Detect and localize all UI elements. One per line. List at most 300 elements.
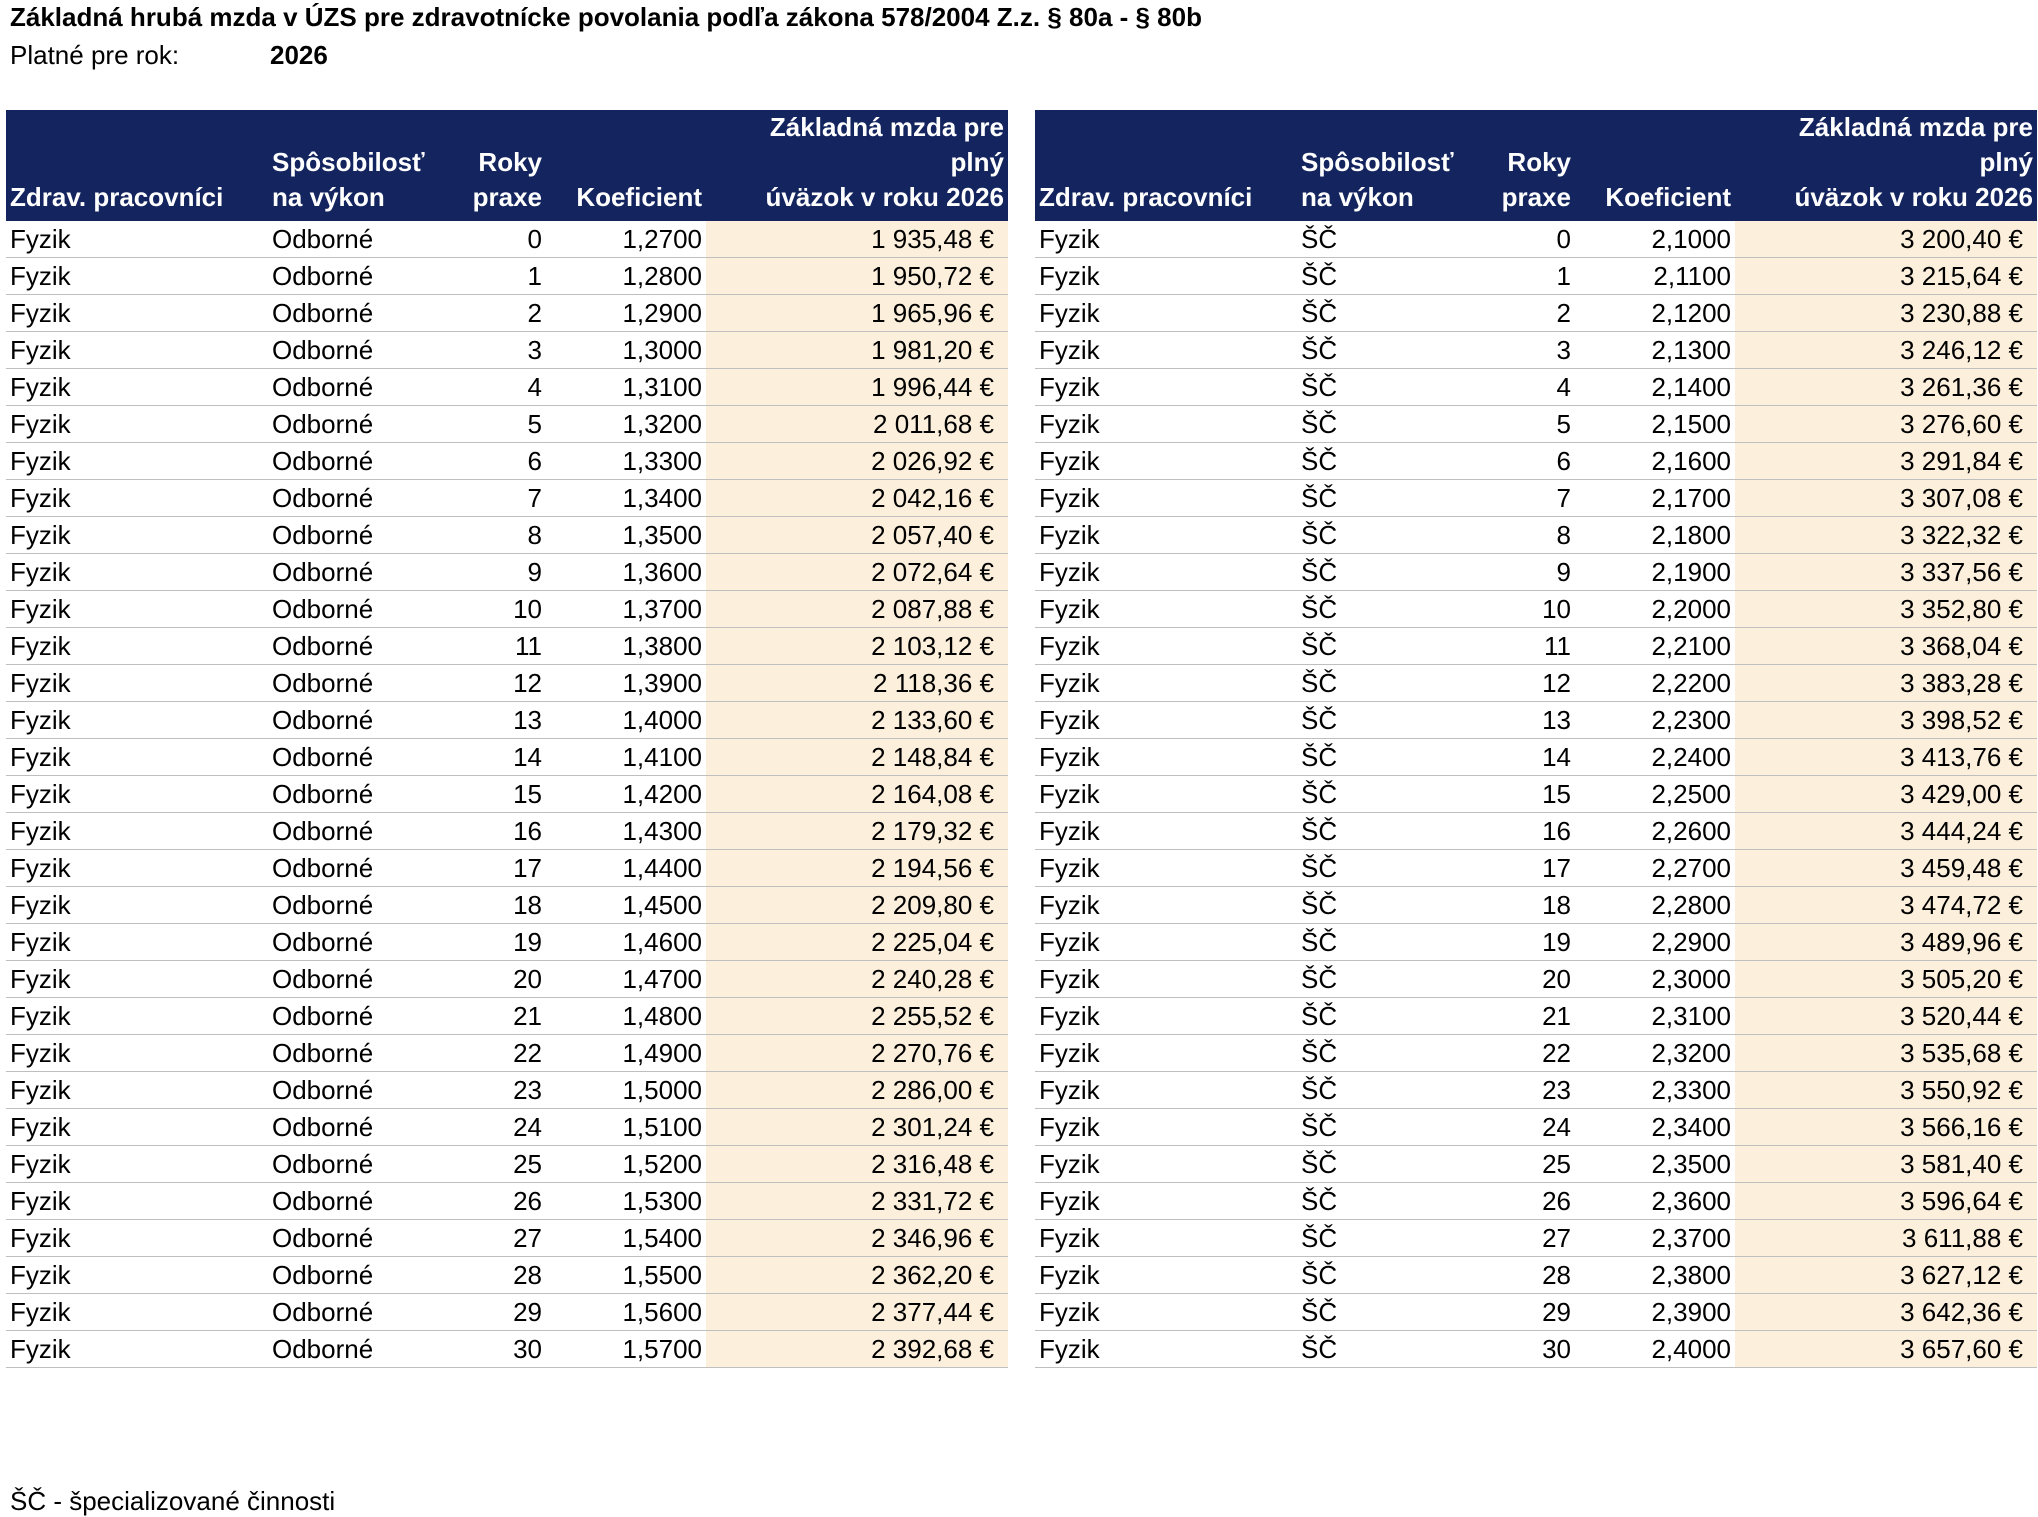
cell-salary: 2 103,12 € [706, 628, 1008, 665]
table-row [1035, 1294, 2037, 1331]
table-row [6, 961, 1008, 998]
cell-coefficient: 2,1400 [1575, 369, 1735, 406]
cell-coefficient: 1,4800 [546, 998, 706, 1035]
cell-years: 18 [456, 887, 546, 924]
cell-competence: Odborné [268, 887, 456, 924]
cell-years: 21 [1485, 998, 1575, 1035]
cell-worker: Fyzik [6, 1220, 268, 1257]
cell-salary: 2 057,40 € [706, 517, 1008, 554]
cell-years: 25 [1485, 1146, 1575, 1183]
column-header-competence: Spôsobilosť na výkon [1297, 110, 1485, 221]
cell-coefficient: 2,2900 [1575, 924, 1735, 961]
cell-years: 17 [456, 850, 546, 887]
cell-competence: ŠČ [1297, 295, 1485, 332]
cell-years: 23 [1485, 1072, 1575, 1109]
cell-coefficient: 1,4100 [546, 739, 706, 776]
table-row [6, 1257, 1008, 1294]
cell-worker: Fyzik [1035, 776, 1297, 813]
cell-competence: Odborné [268, 591, 456, 628]
cell-years: 14 [456, 739, 546, 776]
cell-competence: Odborné [268, 924, 456, 961]
cell-salary: 3 566,16 € [1735, 1109, 2037, 1146]
cell-coefficient: 1,3600 [546, 554, 706, 591]
table-row [6, 702, 1008, 739]
cell-years: 0 [456, 221, 546, 258]
cell-coefficient: 1,4000 [546, 702, 706, 739]
cell-competence: ŠČ [1297, 961, 1485, 998]
cell-coefficient: 2,2300 [1575, 702, 1735, 739]
table-row [6, 295, 1008, 332]
cell-competence: Odborné [268, 480, 456, 517]
cell-worker: Fyzik [1035, 1146, 1297, 1183]
cell-worker: Fyzik [6, 1035, 268, 1072]
table-header-row [6, 110, 1008, 221]
cell-worker: Fyzik [6, 1257, 268, 1294]
cell-salary: 3 627,12 € [1735, 1257, 2037, 1294]
cell-coefficient: 2,1600 [1575, 443, 1735, 480]
cell-years: 9 [456, 554, 546, 591]
column-header-worker: Zdrav. pracovníci [1035, 110, 1297, 221]
cell-worker: Fyzik [6, 517, 268, 554]
cell-years: 29 [1485, 1294, 1575, 1331]
cell-salary: 2 362,20 € [706, 1257, 1008, 1294]
cell-years: 8 [456, 517, 546, 554]
table-row [6, 776, 1008, 813]
cell-years: 15 [1485, 776, 1575, 813]
cell-years: 3 [1485, 332, 1575, 369]
table-row [1035, 332, 2037, 369]
salary-table-odborne [6, 110, 1008, 1368]
table-row [1035, 665, 2037, 702]
cell-competence: ŠČ [1297, 554, 1485, 591]
cell-salary: 2 164,08 € [706, 776, 1008, 813]
footnote: ŠČ - špecializované činnosti [10, 1486, 336, 1516]
table-row [1035, 443, 2037, 480]
table-row [1035, 221, 2037, 258]
cell-coefficient: 1,3000 [546, 332, 706, 369]
cell-salary: 2 270,76 € [706, 1035, 1008, 1072]
cell-salary: 1 935,48 € [706, 221, 1008, 258]
table-row [1035, 517, 2037, 554]
cell-salary: 3 383,28 € [1735, 665, 2037, 702]
cell-worker: Fyzik [6, 221, 268, 258]
column-header-worker: Zdrav. pracovníci [6, 110, 268, 221]
cell-salary: 2 118,36 € [706, 665, 1008, 702]
cell-years: 8 [1485, 517, 1575, 554]
cell-worker: Fyzik [6, 813, 268, 850]
cell-coefficient: 2,2000 [1575, 591, 1735, 628]
cell-competence: Odborné [268, 258, 456, 295]
column-header-competence: Spôsobilosť na výkon [268, 110, 456, 221]
cell-worker: Fyzik [6, 480, 268, 517]
table-row [6, 1072, 1008, 1109]
table-row [1035, 739, 2037, 776]
table-row [1035, 1257, 2037, 1294]
cell-coefficient: 1,3100 [546, 369, 706, 406]
cell-competence: Odborné [268, 1035, 456, 1072]
cell-coefficient: 2,1700 [1575, 480, 1735, 517]
cell-salary: 2 240,28 € [706, 961, 1008, 998]
cell-competence: ŠČ [1297, 1294, 1485, 1331]
cell-worker: Fyzik [6, 665, 268, 702]
cell-years: 24 [1485, 1109, 1575, 1146]
cell-competence: ŠČ [1297, 1183, 1485, 1220]
cell-worker: Fyzik [1035, 443, 1297, 480]
cell-salary: 1 996,44 € [706, 369, 1008, 406]
cell-salary: 2 209,80 € [706, 887, 1008, 924]
cell-coefficient: 2,3500 [1575, 1146, 1735, 1183]
cell-coefficient: 1,3500 [546, 517, 706, 554]
cell-coefficient: 1,4300 [546, 813, 706, 850]
cell-salary: 3 337,56 € [1735, 554, 2037, 591]
table-row [6, 924, 1008, 961]
cell-years: 27 [1485, 1220, 1575, 1257]
table-row [1035, 258, 2037, 295]
table-row [6, 1146, 1008, 1183]
cell-competence: ŠČ [1297, 443, 1485, 480]
cell-competence: ŠČ [1297, 1331, 1485, 1368]
table-body [6, 221, 1008, 1368]
cell-competence: ŠČ [1297, 887, 1485, 924]
cell-salary: 3 535,68 € [1735, 1035, 2037, 1072]
cell-worker: Fyzik [1035, 1183, 1297, 1220]
year-value: 2026 [270, 40, 328, 70]
cell-worker: Fyzik [1035, 517, 1297, 554]
cell-years: 22 [1485, 1035, 1575, 1072]
table-row [6, 628, 1008, 665]
cell-salary: 3 215,64 € [1735, 258, 2037, 295]
column-header-salary: Základná mzda pre plný úväzok v roku 2026 [706, 110, 1008, 221]
cell-salary: 2 346,96 € [706, 1220, 1008, 1257]
cell-worker: Fyzik [1035, 998, 1297, 1035]
salary-table-sc [1035, 110, 2037, 1368]
cell-competence: Odborné [268, 406, 456, 443]
cell-coefficient: 2,2800 [1575, 887, 1735, 924]
cell-years: 23 [456, 1072, 546, 1109]
cell-worker: Fyzik [6, 1109, 268, 1146]
cell-salary: 1 981,20 € [706, 332, 1008, 369]
table-row [6, 739, 1008, 776]
cell-salary: 2 072,64 € [706, 554, 1008, 591]
cell-coefficient: 2,2700 [1575, 850, 1735, 887]
cell-years: 1 [1485, 258, 1575, 295]
cell-coefficient: 1,4400 [546, 850, 706, 887]
cell-years: 29 [456, 1294, 546, 1331]
cell-salary: 2 133,60 € [706, 702, 1008, 739]
cell-worker: Fyzik [6, 258, 268, 295]
cell-competence: ŠČ [1297, 702, 1485, 739]
cell-salary: 2 179,32 € [706, 813, 1008, 850]
cell-coefficient: 2,1900 [1575, 554, 1735, 591]
table-row [1035, 702, 2037, 739]
cell-coefficient: 2,2200 [1575, 665, 1735, 702]
cell-coefficient: 1,2800 [546, 258, 706, 295]
cell-worker: Fyzik [1035, 406, 1297, 443]
cell-competence: ŠČ [1297, 813, 1485, 850]
year-label: Platné pre rok: [10, 40, 180, 70]
cell-years: 26 [456, 1183, 546, 1220]
cell-competence: Odborné [268, 813, 456, 850]
cell-years: 11 [456, 628, 546, 665]
cell-years: 21 [456, 998, 546, 1035]
cell-competence: Odborné [268, 517, 456, 554]
cell-competence: ŠČ [1297, 591, 1485, 628]
cell-worker: Fyzik [1035, 702, 1297, 739]
table-row [6, 1294, 1008, 1331]
table-row [1035, 1331, 2037, 1368]
cell-worker: Fyzik [6, 591, 268, 628]
cell-coefficient: 2,3600 [1575, 1183, 1735, 1220]
cell-coefficient: 2,2500 [1575, 776, 1735, 813]
cell-salary: 2 087,88 € [706, 591, 1008, 628]
cell-salary: 1 950,72 € [706, 258, 1008, 295]
cell-worker: Fyzik [6, 295, 268, 332]
table-row [6, 665, 1008, 702]
cell-competence: Odborné [268, 1220, 456, 1257]
cell-years: 3 [456, 332, 546, 369]
table-row [1035, 406, 2037, 443]
cell-years: 26 [1485, 1183, 1575, 1220]
cell-competence: Odborné [268, 1072, 456, 1109]
cell-salary: 3 474,72 € [1735, 887, 2037, 924]
cell-competence: Odborné [268, 369, 456, 406]
cell-coefficient: 1,3400 [546, 480, 706, 517]
cell-worker: Fyzik [1035, 295, 1297, 332]
cell-years: 19 [456, 924, 546, 961]
cell-salary: 3 642,36 € [1735, 1294, 2037, 1331]
cell-years: 30 [1485, 1331, 1575, 1368]
table-row [1035, 887, 2037, 924]
cell-coefficient: 1,5100 [546, 1109, 706, 1146]
table-row [6, 1035, 1008, 1072]
table-row [1035, 1146, 2037, 1183]
cell-coefficient: 2,3300 [1575, 1072, 1735, 1109]
cell-worker: Fyzik [1035, 480, 1297, 517]
cell-years: 30 [456, 1331, 546, 1368]
table-header-row [1035, 110, 2037, 221]
cell-salary: 3 581,40 € [1735, 1146, 2037, 1183]
cell-competence: Odborné [268, 776, 456, 813]
table-row [6, 332, 1008, 369]
table-row [1035, 1109, 2037, 1146]
cell-competence: ŠČ [1297, 258, 1485, 295]
cell-years: 11 [1485, 628, 1575, 665]
cell-competence: Odborné [268, 850, 456, 887]
column-header-years: Roky praxe [456, 110, 546, 221]
cell-years: 10 [456, 591, 546, 628]
cell-salary: 2 377,44 € [706, 1294, 1008, 1331]
cell-worker: Fyzik [1035, 369, 1297, 406]
table-row [6, 480, 1008, 517]
cell-worker: Fyzik [6, 1294, 268, 1331]
cell-competence: Odborné [268, 221, 456, 258]
cell-worker: Fyzik [6, 776, 268, 813]
cell-salary: 3 246,12 € [1735, 332, 2037, 369]
cell-worker: Fyzik [1035, 258, 1297, 295]
table-row [1035, 369, 2037, 406]
cell-competence: ŠČ [1297, 369, 1485, 406]
table-row [6, 887, 1008, 924]
table-row [1035, 776, 2037, 813]
cell-coefficient: 1,4600 [546, 924, 706, 961]
table-row [6, 221, 1008, 258]
cell-coefficient: 2,1300 [1575, 332, 1735, 369]
cell-worker: Fyzik [1035, 332, 1297, 369]
cell-salary: 3 489,96 € [1735, 924, 2037, 961]
cell-competence: ŠČ [1297, 406, 1485, 443]
cell-worker: Fyzik [6, 739, 268, 776]
cell-worker: Fyzik [6, 924, 268, 961]
cell-years: 16 [1485, 813, 1575, 850]
cell-years: 20 [1485, 961, 1575, 998]
cell-years: 5 [456, 406, 546, 443]
cell-years: 15 [456, 776, 546, 813]
table-row [1035, 961, 2037, 998]
cell-coefficient: 2,3100 [1575, 998, 1735, 1035]
cell-salary: 3 200,40 € [1735, 221, 2037, 258]
cell-competence: ŠČ [1297, 924, 1485, 961]
table-row [1035, 813, 2037, 850]
cell-years: 2 [456, 295, 546, 332]
table-row [1035, 998, 2037, 1035]
table-body [1035, 221, 2037, 1368]
cell-salary: 2 316,48 € [706, 1146, 1008, 1183]
cell-coefficient: 1,3700 [546, 591, 706, 628]
cell-worker: Fyzik [6, 702, 268, 739]
cell-salary: 3 398,52 € [1735, 702, 2037, 739]
cell-salary: 3 291,84 € [1735, 443, 2037, 480]
cell-coefficient: 1,3200 [546, 406, 706, 443]
cell-worker: Fyzik [6, 369, 268, 406]
cell-worker: Fyzik [1035, 1331, 1297, 1368]
cell-worker: Fyzik [6, 332, 268, 369]
cell-salary: 2 194,56 € [706, 850, 1008, 887]
cell-salary: 2 042,16 € [706, 480, 1008, 517]
cell-worker: Fyzik [1035, 739, 1297, 776]
table-row [6, 406, 1008, 443]
cell-coefficient: 2,3800 [1575, 1257, 1735, 1294]
cell-years: 4 [456, 369, 546, 406]
cell-worker: Fyzik [1035, 961, 1297, 998]
cell-coefficient: 1,3900 [546, 665, 706, 702]
cell-salary: 3 276,60 € [1735, 406, 2037, 443]
cell-coefficient: 1,2700 [546, 221, 706, 258]
cell-competence: Odborné [268, 702, 456, 739]
cell-salary: 3 657,60 € [1735, 1331, 2037, 1368]
table-row [1035, 850, 2037, 887]
cell-competence: Odborné [268, 628, 456, 665]
table-row [6, 1183, 1008, 1220]
cell-coefficient: 2,1100 [1575, 258, 1735, 295]
cell-worker: Fyzik [1035, 1109, 1297, 1146]
cell-years: 7 [456, 480, 546, 517]
cell-years: 4 [1485, 369, 1575, 406]
cell-years: 5 [1485, 406, 1575, 443]
cell-salary: 2 255,52 € [706, 998, 1008, 1035]
cell-salary: 3 413,76 € [1735, 739, 2037, 776]
cell-competence: ŠČ [1297, 1146, 1485, 1183]
cell-salary: 2 011,68 € [706, 406, 1008, 443]
cell-worker: Fyzik [6, 850, 268, 887]
cell-salary: 3 611,88 € [1735, 1220, 2037, 1257]
cell-salary: 2 286,00 € [706, 1072, 1008, 1109]
cell-worker: Fyzik [1035, 221, 1297, 258]
cell-coefficient: 2,3200 [1575, 1035, 1735, 1072]
cell-competence: Odborné [268, 998, 456, 1035]
cell-coefficient: 2,3700 [1575, 1220, 1735, 1257]
table-row [1035, 924, 2037, 961]
cell-coefficient: 2,1500 [1575, 406, 1735, 443]
cell-worker: Fyzik [1035, 850, 1297, 887]
page-title: Základná hrubá mzda v ÚZS pre zdravotnícke povolania podľa zákona 578/2004 Z.z. § 80a - § 80b [10, 2, 1202, 32]
cell-salary: 3 429,00 € [1735, 776, 2037, 813]
cell-years: 13 [456, 702, 546, 739]
cell-competence: ŠČ [1297, 665, 1485, 702]
table-row [6, 998, 1008, 1035]
cell-competence: Odborné [268, 1146, 456, 1183]
cell-worker: Fyzik [1035, 1294, 1297, 1331]
table-row [1035, 591, 2037, 628]
cell-worker: Fyzik [1035, 1035, 1297, 1072]
cell-worker: Fyzik [1035, 554, 1297, 591]
cell-competence: ŠČ [1297, 1109, 1485, 1146]
cell-salary: 1 965,96 € [706, 295, 1008, 332]
cell-coefficient: 1,5500 [546, 1257, 706, 1294]
cell-coefficient: 1,5700 [546, 1331, 706, 1368]
cell-competence: Odborné [268, 554, 456, 591]
table-row [1035, 628, 2037, 665]
table-row [6, 813, 1008, 850]
cell-years: 7 [1485, 480, 1575, 517]
cell-years: 2 [1485, 295, 1575, 332]
cell-competence: Odborné [268, 1294, 456, 1331]
cell-worker: Fyzik [6, 628, 268, 665]
cell-coefficient: 1,3800 [546, 628, 706, 665]
table-row [6, 591, 1008, 628]
cell-coefficient: 2,2400 [1575, 739, 1735, 776]
cell-salary: 3 444,24 € [1735, 813, 2037, 850]
cell-competence: Odborné [268, 739, 456, 776]
cell-worker: Fyzik [1035, 887, 1297, 924]
cell-salary: 3 368,04 € [1735, 628, 2037, 665]
cell-worker: Fyzik [6, 1146, 268, 1183]
cell-coefficient: 2,2600 [1575, 813, 1735, 850]
cell-coefficient: 2,1000 [1575, 221, 1735, 258]
column-header-salary: Základná mzda pre plný úväzok v roku 2026 [1735, 110, 2037, 221]
cell-worker: Fyzik [6, 1072, 268, 1109]
cell-years: 18 [1485, 887, 1575, 924]
cell-coefficient: 1,5600 [546, 1294, 706, 1331]
cell-coefficient: 1,5200 [546, 1146, 706, 1183]
cell-coefficient: 1,5000 [546, 1072, 706, 1109]
cell-worker: Fyzik [6, 554, 268, 591]
table-row [6, 517, 1008, 554]
cell-worker: Fyzik [1035, 1220, 1297, 1257]
cell-worker: Fyzik [1035, 1257, 1297, 1294]
column-header-coefficient: Koeficient [546, 110, 706, 221]
cell-years: 12 [456, 665, 546, 702]
cell-competence: ŠČ [1297, 221, 1485, 258]
cell-competence: Odborné [268, 665, 456, 702]
cell-worker: Fyzik [6, 443, 268, 480]
cell-competence: Odborné [268, 961, 456, 998]
table-row [1035, 554, 2037, 591]
cell-years: 13 [1485, 702, 1575, 739]
cell-salary: 3 459,48 € [1735, 850, 2037, 887]
cell-worker: Fyzik [6, 406, 268, 443]
cell-competence: Odborné [268, 1257, 456, 1294]
cell-competence: ŠČ [1297, 517, 1485, 554]
